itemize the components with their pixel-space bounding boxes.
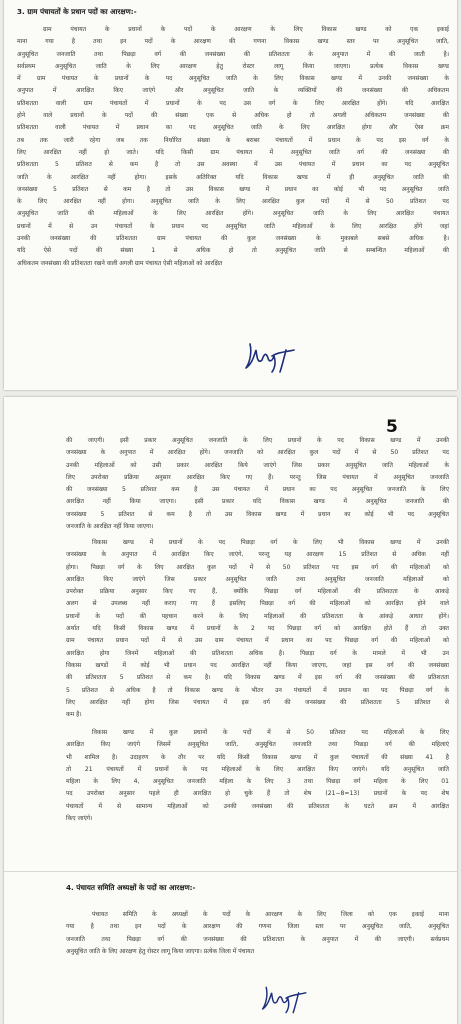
text-line: ग्राम पंचायत प्रधान पदों में से उस ग्राम पंचायत में प्रधान का पद पिछड़ा वर्ग की महिलाओं को [66, 637, 449, 645]
para-obc-reservation [66, 537, 449, 721]
text-line: पंचायत समिति के अध्यक्षों के पदों के आरक्षण के लिए जिला को एक इकाई माना [92, 911, 449, 918]
text-line: अलग से उपलब्ध नहीं कराए गए हैं इसलिए पिछड़ा वर्ग की महिलाओं को आरक्षित होने वाले [66, 600, 449, 608]
section-heading-3: 3. ग्राम पंचायतों के प्रधान पदों का आरक्षण:- [17, 7, 137, 16]
text-line: उपरोक्त प्रक्रिया अनुसार किए गए हैं, क्योंकि पिछड़ा वर्ग महिलाओं की प्रतिशतता के आकड़े [66, 588, 449, 596]
text-line: जनजाति तथा पिछड़ा वर्ग की जनसंख्या की प्रतिशतता के अनुपात में की जाएगी। सर्वप्रथम [66, 935, 449, 943]
text-line: अनुपात में आरक्षित किए जाएंगे और अनुसूचित जाति के व्यक्तियों की जनसंख्या की अधिकतम [17, 87, 449, 95]
text-line: 5 प्रतिशत से अधिक है तो विकास खण्ड के भीतर उन पंचायतों में प्रधान का पद पिछड़ा वर्ग के [66, 686, 449, 694]
document-page-1 [4, 0, 457, 390]
text-line: जनजाति के आरक्षित नहीं किया जाएगा। [66, 523, 154, 531]
text-line: जनसंख्या के अनुपात में आरक्षित होंगे। जनजाति को आरक्षित कुल पदों में से 50 प्रतिशत पद [66, 449, 449, 457]
text-line: उनकी महिलाओं को उसी प्रकार आरक्षित किये जाएंगे जिस प्रकार अनुसूचित जाति महिलाओं के [66, 461, 449, 469]
text-line: पद उपरोक्त अनुसार पहले ही आरक्षित हो चुके हैं तो शेष (21−8=13) प्रधानों के पद शेष [66, 790, 449, 798]
text-line: ग्राम पंचायत के प्रधानों के पदों के आरक्षण के लिए विकास खण्ड को एक इकाई [43, 26, 449, 33]
document-page-2 [4, 397, 457, 1024]
text-line: अनुसूचित जाति की महिलाओं के लिए आरक्षित होंगे। अनुसूचित जाति के लिए आरक्षित पंचायत [17, 210, 449, 218]
text-line: आरक्षित नहीं किया जाएगा। इसी प्रकार यदि विकास खण्ड में अनुसूचित जनजाति की [66, 498, 449, 506]
text-line: के लिए आरक्षित नहीं होगा। अनुसूचित जाति के लिए आरक्षित कुल पदों में से 50 प्रतिशत पद [17, 198, 449, 206]
text-line: होगा। पिछड़ा वर्ग के लिए आरक्षित कुल पदों में से 50 प्रतिशत पद इस वर्ग की महिलाओं को [66, 563, 449, 571]
para-st-reservation [66, 435, 449, 533]
text-line: विकास खण्ड में प्रधानों के पद पिछड़ा वर्ग के लिए भी विकास खण्ड में उनकी [92, 539, 449, 546]
text-line: अनुसूचित जनजाति तथा पिछड़ा वर्ग की जनसंख्या की प्रतिशतता के अनुपात में की जाती है। [17, 50, 449, 58]
signature-mark [258, 982, 314, 1018]
text-line: सर्वप्रथम अनुसूचित जाति के लिए आरक्षण हेतु रोस्टर लागू किया जाएगा। प्रत्येक विकास खण्ड [17, 62, 449, 70]
text-line: प्रतिशतता वाली ग्राम पंचायतों में प्रधानों के पद उस वर्ग के लिए आरक्षित होंगे। यदि आरक्षित [17, 99, 449, 107]
text-line: माना गया है तथा इन पदों के आरक्षण की गणना विकास खण्ड स्तर पर अनुसूचित जाति, [17, 38, 449, 46]
text-line: होने वाले प्रधानों के पदों की संख्या एक से अधिक हो तो अगली अधिकतम जनसंख्या की [17, 112, 449, 120]
text-line: की प्रतिशतता 5 प्रतिशत से कम है। यदि विकास खण्ड में इस वर्ग की जनसंख्या की प्रतिशतता [66, 674, 449, 682]
section-heading-4: 4. पंचायत समिति अध्यक्षों के पदों का आरक्षण:- [66, 883, 196, 892]
text-line: प्रधानों के पदों की पहचान करने के लिए महिलाओं की प्रतिशतता के आंकड़े आधार होंगे। [66, 612, 449, 620]
text-line: अनुसूचित जाति के लिए आरक्षण हेतु रोस्टर लागू किया जाएगा। प्रत्येक जिला में पंचायत [66, 947, 255, 955]
text-line: लिए आरक्षित नहीं हो जाते। यदि किसी ग्राम पंचायत में अनुसूचित जाति वर्ग की जनसंख्या की [17, 148, 449, 156]
text-line: भी शामिल है। उदाहरण के तौर पर यदि किसी विकास खण्ड में कुल पंचायतों की संख्या 41 है [66, 753, 449, 761]
text-line: उनकी जनसंख्या की प्रतिशतता ग्राम पंचायत की कुल जनसंख्या के मुकाबले सबसे अधिक है। [17, 235, 449, 243]
text-line: यदि ऐसे पदों की संख्या 1 से अधिक हो तो अनुसूचित जाति से सम्बन्धित महिलाओं की [17, 247, 449, 255]
text-line: गया है तथा इन पदों के आरक्षण की गणना जिला स्तर पर अनुसूचित जाति, अनुसूचित [66, 923, 449, 931]
text-line: लिए आरक्षित नहीं होगा जिस पंचायत में इस वर्ग की जनसंख्या की प्रतिशतता 5 प्रतिशत से [66, 698, 449, 706]
para-women-reservation [66, 727, 449, 825]
text-line: लिए उपरोक्त प्रक्रिया अनुसार आरक्षित किए गए हैं। परन्तु जिस पंचायत में अनुसूचित जनजाति [66, 473, 449, 481]
text-line: प्रतिशतता 5 प्रतिशत से कम है तो उस अवस्था में उस पंचायत में प्रधान का पद अनुसूचित [17, 161, 449, 169]
page-number: 5 [386, 417, 398, 437]
text-line: की जनसंख्या 5 प्रतिशत कम है उस पंचायत में प्रधान का पद अनुसूचित जनजाति के लिए [66, 486, 449, 494]
section-3-body [17, 24, 449, 270]
text-line: महिला के लिए 4, अनुसूचित जनजाति महिला के लिए 3 तथा पिछड़ा वर्ग महिला के लिए 01 [66, 778, 449, 786]
text-line: अर्थात यदि किसी विकास खण्ड में प्रधानों के 2 पद पिछड़ा वर्ग को आरक्षित होते हैं तो उक्त [66, 625, 449, 633]
signature-mark [242, 338, 302, 378]
text-line: पंचायतों में से सामान्य महिलाओं को उनकी जनसंख्या की प्रतिशतता के घटते क्रम में आरक्षित [66, 802, 449, 810]
text-line: विकास खण्ड में कुल प्रधानों के पदों में से 50 प्रतिशत पद महिलाओं के लिए [92, 729, 449, 736]
text-line: जनसंख्या के अनुपात में आरक्षित किए जाएंगे, परन्तु यह आरक्षण 15 प्रतिशत से अधिक नहीं [66, 551, 449, 559]
text-line: प्रधानों में से उन पंचायतों के प्रधान पद अनुसूचित जाति महिलाओं के लिए आरक्षित होंगे जहां [17, 222, 449, 230]
text-line: तो 21 पंचायतों में प्रधानों के पद महिलाओं के लिए आरक्षित किए जाएंगे। यदि अनुसूचित जाति [66, 765, 449, 773]
text-line: में ग्राम पंचायत के प्रधानों के पद अनुसूचित जाति के लिए विकास खण्ड में उनकी जनसंख्या के [17, 75, 449, 83]
text-line: विकास खण्डों में कोई भी प्रधान पद आरक्षित नहीं किया जाएगा, जहां इस वर्ग की जनसंख्या [66, 661, 449, 669]
text-line: जनसंख्या 5 प्रतिशत से कम है तो उस विकास खण्ड में प्रधान का कोई भी पद अनुसूचित [66, 510, 449, 518]
section-4-body [66, 909, 449, 958]
text-line: जनसंख्या 5 प्रतिशत से कम है तो उस विकास खण्ड में प्रधान का कोई भी पद अनुसूचित जाति [17, 185, 449, 193]
text-line: किए जाएंगे। [66, 815, 93, 823]
text-line: कम है। [66, 711, 82, 719]
text-line: आरक्षित होगा जिनमें महिलाओं की प्रतिशतता अधिक है। पिछड़ा वर्ग के मामले में भी उन [66, 649, 449, 657]
text-line: तब तक जारी रहेगा जब तक निर्धारित संख्या के बराबर पंचायतों में प्रधान के पद इस वर्ग के [17, 136, 449, 144]
divider [4, 871, 457, 872]
text-line: अधिकतम जनसंख्या की प्रतिशतता रखने वाली अगली ग्राम पंचायत ऐसी महिलाओं को आरक्षित [17, 259, 223, 267]
text-line: जाति के आरक्षित नहीं होगा। इसके अतिरिक्त यदि विकास खण्ड में ही अनुसूचित जाति की [17, 173, 449, 181]
text-line: प्रतिशतता वाली पंचायत में प्रधान का पद अनुसूचित जाति के लिए आरक्षित होगा और ऐसा क्रम [17, 124, 449, 132]
text-line: आरक्षित किए जाएंगे जिसमें अनुसूचित जाति, अनुसूचित जनजाति तथा पिछड़ा वर्ग की महिलाएं [66, 741, 449, 749]
text-line: की जाएगी। इसी प्रकार अनुसूचित जनजाति के लिए प्रधानों के पद विकास खण्ड में उनकी [66, 437, 449, 444]
text-line: आरक्षित किए जाएंगे जिस प्रकार अनुसूचित जाति तथा अनुसूचित जनजाति महिलाओं को [66, 575, 449, 583]
